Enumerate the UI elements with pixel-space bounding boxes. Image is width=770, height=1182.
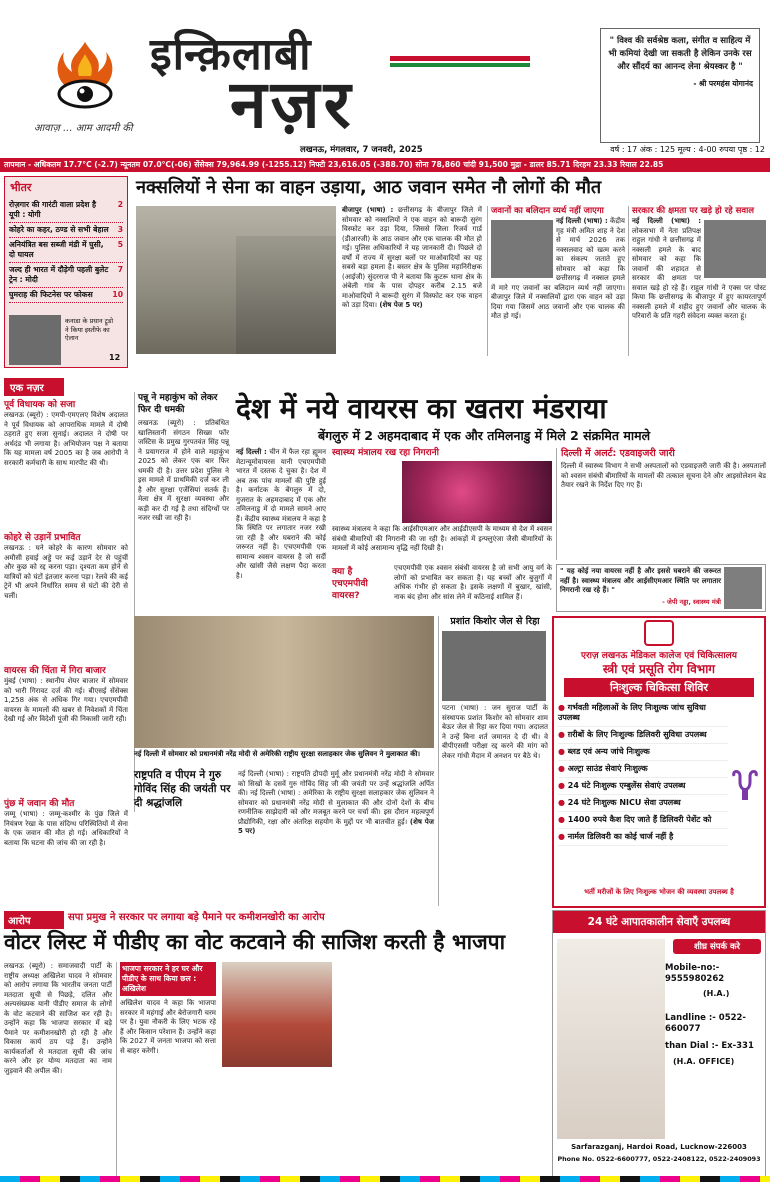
delhi-alert-story	[556, 448, 766, 560]
aarop-box-body: अखिलेश यादव ने कहा कि भाजपा सरकार में महंगाई और बेरोजगारी चरम पर है। युवा नौकरी के लिए भटक रहे हैं और किसान परेशान हैं। उन्होंने कहा कि 2027 में जनता भाजपा को सत्ता से बाहर करेगी।	[120, 999, 216, 1055]
inside-item[interactable]	[9, 198, 123, 223]
aarop-body: लखनऊ (ब्यूरो) : समाजवादी पार्टी के राष्ट्रीय अध्यक्ष अखिलेश यादव ने सोमवार को आरोप लगाया कि भारतीय जनता पार्टी मतदाता सूची से पिछड़े, दलित और अल्पसंख्यक यानी पीडीए समाज के लोगों के वोट कटवाने की साजिश कर रही है। उन्होंने कहा कि भाजपा सरकार में बड़े पैमाने पर कमीशनखोरी हो रही है और विकास कार्य ठप पड़े हैं। उन्होंने कार्यकर्ताओं से मतदाता सूची की जांच करने और हर योग्य मतदाता का नाम जुड़वाने की अपील की।	[4, 962, 112, 1075]
inside-item-page: 7	[117, 265, 123, 274]
virus-body-continued	[236, 600, 432, 614]
side1-headline: जवानों का बलिदान व्यर्थ नहीं जाएगा	[491, 206, 604, 216]
prashant-photo	[442, 631, 546, 701]
ad-item-text: 24 घंटे निःशुल्क NICU सेवा उपलब्ध	[567, 798, 681, 807]
tagline: आवाज़ ... आम आदमी की	[34, 123, 133, 134]
virus-illustration	[402, 461, 552, 523]
nadda-photo	[724, 567, 762, 609]
virus-headline: देश में नये वायरस का खतरा मंडराया	[236, 392, 607, 425]
pannu-headline: पन्नू ने महाकुंभ को लेकर फिर दी धमकी	[138, 393, 218, 415]
what-is-title: क्या है एचएमपीवी वायरस?	[332, 567, 368, 601]
ad-item	[558, 727, 728, 744]
inside-item-text: घुमराह की फिटनेस पर फोकस	[9, 290, 93, 299]
masthead-title-line1: इन्क़िलाबी	[150, 29, 312, 80]
bullet-icon: ●	[558, 832, 568, 841]
health-ministry-story	[332, 448, 552, 560]
modi-sullivan-photo	[134, 616, 434, 748]
aarop-body-2	[222, 1070, 548, 1178]
delhi-alert-headline: दिल्ली में अलर्ट: एडवाइजरी जारी	[561, 448, 675, 459]
ad-phone: Phone No. 0522-6600777, 0522-2408122, 0522-2409093	[557, 1155, 761, 1163]
president-headline: राष्ट्रपति व पीएम ने गुरु गोविंद सिंह की जयंती पर दी श्रद्धांजलि	[134, 769, 231, 809]
ad-item-text: 1400 रुपये कैश दिए जाते हैं डिलिवरी पेशेंट को	[567, 815, 712, 824]
ek-nazar-body: जम्मू (भाषा) : जम्मू-कश्मीर के पुंछ जिले में नियंत्रण रेखा के पास संदिग्ध परिस्थितियों में सेना के एक जवान की मौत हो गई। अधिकारियों ने बताया कि घटना की जांच की जा रही है।	[4, 810, 128, 847]
inside-item-text: कोहरे का कहर, ठण्ड से सभी बेहाल	[9, 225, 109, 234]
inside-item-text: जल्द ही भारत में दौड़ेगी पहली बुलेट ट्रेन : मोदी	[9, 265, 109, 284]
nadda-quote-author: - जेपी नड्डा, स्वास्थ्य मंत्री	[662, 598, 721, 606]
dateline: लखनऊ, मंगलवार, 7 जनवरी, 2025	[300, 145, 423, 155]
prashant-body: पटना (भाषा) : जन सुराज पार्टी के संस्थापक प्रशांत किशोर को सोमवार शाम बेऊर जेल से रिहा कर दिया गया। अदालत ने उन्हें बिना शर्त जमानत दे दी थी। वे बीपीएससी परीक्षा रद्द करने की मांग को लेकर गांधी मैदान में अनशन पर बैठे थे।	[442, 704, 548, 760]
ek-nazar-headline: पूर्व विधायक को सजा	[4, 400, 76, 410]
virus-subhead: बेंगलुरु में 2 अहमदाबाद में एक और तमिलनाडु में मिले 2 संक्रमित मामले	[318, 428, 651, 443]
bullet-icon: ●	[558, 798, 568, 807]
bullet-icon: ●	[558, 781, 568, 790]
inside-box	[4, 176, 128, 368]
ad-footer-line: भर्ती मरीजों के लिए निःशुल्क भोजन की व्यवस्था उपलब्ध है	[584, 888, 734, 896]
prashant-headline: प्रशांत किशोर जेल से रिहा	[450, 616, 540, 627]
inside-item[interactable]	[9, 223, 123, 238]
logo-eye-icon	[50, 40, 120, 115]
lead-dateline: बीजापुर (भाषा) :	[342, 206, 394, 214]
ad-item	[558, 812, 728, 829]
ek-nazar-story	[4, 666, 128, 795]
inside-item-page: 10	[112, 290, 123, 299]
ad-item-text: अल्ट्रा साउंड सेवाएं निःशुल्क	[567, 764, 648, 773]
virus-dateline: नई दिल्ली :	[236, 448, 267, 456]
ad-college: एराज़ लखनऊ मेडिकल कालेज एवं चिकित्सालय	[580, 651, 737, 661]
virus-body	[236, 448, 326, 598]
masthead	[0, 0, 770, 155]
delhi-alert-body: दिल्ली में स्वास्थ्य विभाग ने सभी अस्पतालों को एडवाइजरी जारी की है। अस्पतालों को श्वसन संबंधी बीमारियों के मामलों की तत्काल सूचना देने और आइसोलेशन बेड तैयार रखने के निर्देश दिए गए हैं।	[561, 462, 766, 489]
lead-side1	[487, 206, 625, 356]
ek-nazar-headline: कोहरे से उड़ानें प्रभावित	[4, 533, 81, 543]
inside-item-text: रोज़गार की गारंटी वाला प्रदेश है यूपी : योगी	[9, 200, 97, 219]
ek-nazar-headline: वायरस की चिंता में गिरा बाजार	[4, 666, 106, 676]
inside-item[interactable]	[9, 263, 123, 288]
lead-headline: नक्सलियों ने सेना का वाहन उड़ाया, आठ जवान समेत नौ लोगों की मौत	[136, 177, 602, 198]
ek-nazar-body: मुंबई (भाषा) : स्थानीय शेयर बाजार में सोमवार को भारी गिरावट दर्ज की गई। बीएसई सेंसेक्स 1,258 अंक से अधिक गिर गया। एचएमपीवी वायरस के मामलों की खबर से निवेशकों में चिंता देखी गई और विदेशी पूंजी की निकासी जारी रही।	[4, 677, 128, 723]
ek-nazar-body: लखनऊ (ब्यूरो) : एमपी-एमएलए विशेष अदालत ने पूर्व विधायक को आपराधिक मामले में दोषी ठहराते हुए सजा सुनाई। अदालत ने दोषी पर अर्थदंड भी लगाया है। अभियोजन पक्ष ने बताया कि यह मामला वर्ष 2005 का है जब आरोपी ने सरकारी कर्मचारी के साथ मारपीट की थी।	[4, 411, 128, 467]
inside-item-page: 5	[117, 240, 123, 249]
ad-ha-office: (H.A. OFFICE)	[673, 1057, 735, 1066]
ad-item-text: ब्लड एवं अन्य जांचे निःशुल्क	[567, 747, 650, 756]
president-body-text: नई दिल्ली (भाषा) : राष्ट्रपति द्रौपदी मुर्मू और प्रधानमंत्री नरेंद्र मोदी ने सोमवार को सिखों के दसवें गुरु गोविंद सिंह जी की जयंती पर उन्हें श्रद्धांजलि अर्पित की।	[238, 770, 434, 797]
ek-nazar-body: लखनऊ : घने कोहरे के कारण सोमवार को अमौसी हवाई अड्डे पर कई उड़ानें देर से पहुंचीं और कुछ को रद्द करना पड़ा। दृश्यता कम होने से यात्रियों को घंटों इंतजार करना पड़ा। रेलवे की कई ट्रेनें भी अपने निर्धारित समय से घंटों की देरी से चलीं।	[4, 544, 128, 600]
aarop-kicker: सपा प्रमुख ने सरकार पर लगाया बड़े पैमाने पर कमीशनखोरी का आरोप	[68, 912, 325, 923]
ad-department: स्त्री एवं प्रसूति रोग विभाग	[602, 662, 716, 676]
bullet-icon: ●	[558, 703, 568, 712]
ad-item	[558, 795, 728, 812]
masthead-rule	[390, 56, 530, 61]
nadda-quote-box	[556, 564, 766, 612]
ad-camp: निःशुल्क चिकित्सा शिविर	[564, 678, 754, 697]
ad-item	[558, 829, 728, 846]
health-ministry-body: स्वास्थ्य मंत्रालय ने कहा कि आईसीएमआर और आईडीएसपी के माध्यम से देश में श्वसन संबंधी बीमारियों की निगरानी की जा रही है। आंकड़ों में इन्फ्लुएंजा जैसी बीमारियों के मामलों में कोई असामान्य वृद्धि नहीं दिखी है।	[332, 525, 552, 552]
ad-contact-button[interactable]: शीघ्र संपर्क करे	[673, 939, 761, 954]
pannu-story	[134, 392, 229, 812]
modi-photo-caption: नई दिल्ली में सोमवार को प्रधानमंत्री नरेंद्र मोदी से अमेरिकी राष्ट्रीय सुरक्षा सलाहकार जेक सुलिवन ने मुलाकात की।	[134, 750, 421, 758]
rahul-gandhi-photo	[704, 220, 766, 278]
ad-item-text: ग़रीबों के लिए निःशुल्क डिलिवरी सुविधा उपलब्ध	[567, 730, 707, 739]
what-is-body: एचएमपीवी एक श्वसन संबंधी वायरस है जो सभी आयु वर्ग के लोगों को प्रभावित कर सकता है। यह बच्चों और बुजुर्गों में अधिक गंभीर हो सकता है। इसके लक्षणों में बुखार, खांसी, नाक बंद होना और सांस लेने में कठिनाई शामिल हैं।	[394, 564, 552, 601]
doctor-patient-photo	[557, 939, 665, 1139]
amit-shah-photo	[491, 220, 553, 278]
masthead-title-line2: नज़र	[230, 66, 355, 143]
hospital-logo-icon	[644, 620, 674, 646]
aarop-headline: वोटर लिस्ट में पीडीए का वोट कटवाने की साजिश करती है भाजपा	[4, 930, 506, 954]
side1-dateline: नई दिल्ली (भाषा) :	[556, 217, 608, 225]
health-ministry-headline: स्वास्थ्य मंत्रालय रख रहा निगरानी	[332, 448, 439, 458]
side2-headline: सरकार की क्षमता पर खड़े हो रहे सवाल	[632, 206, 755, 216]
lead-continued: (शेष पेज 5 पर)	[379, 301, 423, 309]
market-ticker	[0, 158, 770, 172]
inside-item-page: 3	[117, 225, 123, 234]
lead-photo-2	[236, 236, 336, 354]
emergency-ad	[552, 910, 766, 1178]
lead-body-text: छत्तीसगढ़ के बीजापुर जिले में सोमवार को नक्सलियों ने एक वाहन को बारूदी सुरंग विस्फोट कर उड़ा दिया, जिससे जिला रिजर्व गार्ड (डीआरजी) के आठ जवान और एक चालक की मौत हो गई। पुलिस अधिकारियों ने यह जानकारी दी। पिछले दो वर्षों में राज्य में सुरक्षा बलों पर माओवादियों का यह सबसे बड़ा हमला है। बस्तर क्षेत्र के पुलिस महानिरीक्षक (आईजी) सुंदरराज पी ने बताया कि कुटरू थाना क्षेत्र के अंबेली गांव के पास दोपहर करीब 2.15 बजे माओवादियों ने बारूदी सुरंग में विस्फोट कर एक वाहन को उड़ा दिया।	[342, 206, 482, 309]
ad-item	[558, 761, 728, 778]
modi-story-body: नई दिल्ली (भाषा) : अमेरिका के राष्ट्रीय सुरक्षा सलाहकार जेक सुलिवन ने सोमवार को प्रधानमंत्री नरेंद्र मोदी से मुलाकात की और दोनों देशों के बीच रणनीतिक साझेदारी को और मजबूत करने पर चर्चा की। इस दौरान महत्वपूर्ण प्रौद्योगिकी, रक्षा और अंतरिक्ष सहयोग के मुद्दों पर भी बातचीत हुई।	[238, 789, 434, 826]
ad-item-text: 24 घंटे निःशुल्क एम्बुलेंस सेवाएं उपलब्ध	[567, 781, 686, 790]
ad-emergency: 24 घंटे आपातकालीन सेवाएँ उपलब्ध	[553, 911, 765, 933]
virus-body-text: चीन में फैल रहा ह्यूमन मेटान्यूमोवायरस यानी एचएमपीवी भारत में दस्तक दे चुका है। देश में अब तक पांच मामलों की पुष्टि हुई है। कर्नाटक के बेंगलुरु में दो, गुजरात के अहमदाबाद में एक और तमिलनाडु में दो मामले सामने आए हैं। केंद्रीय स्वास्थ्य मंत्रालय ने कहा है कि स्थिति पर लगातार नजर रखी जा रही है और घबराने की कोई जरूरत नहीं है। एचएमपीवी एक सामान्य श्वसन वायरस है जो सर्दी और खांसी जैसे लक्षण पैदा करता है।	[236, 448, 326, 580]
quote-box	[600, 28, 760, 143]
ad-address: Sarfarazganj, Hardoi Road, Lucknow-226003	[571, 1143, 747, 1151]
ad-landline: Landline :- 0522-660077	[665, 1013, 746, 1034]
aarop-box	[116, 962, 216, 1178]
side2-body: लोकसभा में नेता प्रतिपक्ष राहुल गांधी ने छत्तीसगढ़ में नक्सली हमले के बाद सोमवार को कहा कि जवानों की शहादत से सरकार की क्षमता पर सवाल खड़े हो रहे हैं। राहुल गांधी ने एक्स पर पोस्ट किया कि छत्तीसगढ़ के बीजापुर में हुए कायरतापूर्ण नक्सली हमले में शहीद हुए जवानों और चालक के परिवारों के प्रति गहरी संवेदना व्यक्त करता हूं।	[632, 226, 766, 320]
ek-nazar-column	[4, 378, 128, 963]
ad-ha1: (H.A.)	[703, 989, 730, 998]
ad-item	[558, 700, 728, 727]
bullet-icon: ●	[558, 764, 568, 773]
quote-text: " विश्व की सर्वश्रेष्ठ कला, संगीत व साहित्य में भी कमियां देखी जा सकती है लेकिन उनके रस और सौंदर्य का आनन्द लेना श्रेयस्कर है "	[608, 36, 752, 72]
president-body	[238, 770, 434, 906]
ek-nazar-story	[4, 400, 128, 529]
ad-item	[558, 744, 728, 761]
prashant-story	[438, 616, 548, 906]
lead-side2	[628, 206, 766, 356]
uterus-icon	[730, 768, 760, 802]
aarop-tag: आरोप	[4, 911, 64, 929]
aeraj-ad	[552, 616, 766, 908]
akhilesh-photo	[222, 962, 332, 1067]
ad-than-dial: than Dial :- Ex-331	[665, 1041, 754, 1051]
inside-item-text: अनियंत्रित बस सब्जी मंडी में घुसी, दो घायल	[9, 240, 104, 259]
ad-item-text: नार्मल डिलिवरी का कोई चार्ज नहीं है	[567, 832, 674, 841]
inside-item-page: 2	[117, 200, 123, 209]
continued-note: (शेष पेज 5 पर)	[238, 817, 434, 835]
canada-page: 12	[109, 353, 121, 362]
ek-nazar-story	[4, 533, 128, 662]
ek-nazar-headline: पुंछ में जवान की मौत	[4, 799, 75, 809]
masthead-rule-green	[390, 63, 530, 67]
ek-nazar-story	[4, 799, 128, 928]
aarop-box-title: भाजपा सरकार ने हर घर और पीडीए के साथ किया छल : अखिलेश	[120, 962, 216, 996]
side1-body: केंद्रीय गृह मंत्री अमित शाह ने देश से मार्च 2026 तक नक्सलवाद को खत्म करने का संकल्प जताते हुए सोमवार को कहा कि छत्तीसगढ़ में नक्सल हमले में मारे गए जवानों का बलिदान व्यर्थ नहीं जाएगा। बीजापुर जिले में नक्सलियों द्वारा एक वाहन को उड़ा दिया गया जिसमें आठ जवानों और एक चालक की मौत हो गई।	[491, 217, 625, 320]
trudeau-photo	[9, 315, 61, 365]
inside-title: भीतर	[10, 181, 32, 194]
inside-list	[5, 198, 127, 303]
ek-nazar-list	[4, 400, 128, 928]
inside-item[interactable]	[9, 238, 123, 263]
ek-nazar-title: एक नज़र	[4, 378, 64, 396]
inside-item[interactable]	[9, 288, 123, 303]
canada-caption: कनाडा के प्रधान ट्रूडो ने किया इस्तीफे का ऐलान	[65, 317, 114, 342]
bullet-icon: ●	[558, 730, 568, 739]
ad-mobile: Mobile-no:- 9555980262	[665, 963, 725, 984]
bullet-icon: ●	[558, 747, 568, 756]
pannu-body: लखनऊ (ब्यूरो) : प्रतिबंधित खालिस्तानी संगठन सिख्स फॉर जस्टिस के प्रमुख गुरपतवंत सिंह पन्नू ने प्रयागराज में होने वाले महाकुंभ 2025 को लेकर एक बार फिर धमकी दी है। उत्तर प्रदेश पुलिस ने इस मामले में प्राथमिकी दर्ज कर ली है और सुरक्षा एजेंसियां सतर्क हैं। मेला क्षेत्र में सुरक्षा व्यवस्था और कड़ी कर दी गई है तथा संदिग्धों पर नजर रखी जा रही है।	[138, 419, 229, 522]
side2-dateline: नई दिल्ली (भाषा) :	[632, 217, 701, 225]
issue-info: वर्ष : 17 अंक : 125 मूल्य : 4-00 रुपया पृष्ठ : 12	[610, 145, 765, 154]
quote-author: - श्री परमहंस योगानंद	[693, 79, 753, 88]
bullet-icon: ●	[558, 815, 568, 824]
ad-item	[558, 778, 728, 795]
nadda-quote-text: " यह कोई नया वायरस नहीं है और इससे घबराने की जरूरत नहीं है। स्वास्थ्य मंत्रालय और आईसीएमआर स्थिति पर लगातार निगरानी रख रहे हैं। "	[560, 567, 721, 594]
ad-item-text: गर्भवती महिलाओं के लिए निःशुल्क जांच सुविधा उपलब्ध	[558, 703, 706, 722]
lead-body	[342, 206, 482, 354]
color-registration-bar	[0, 1176, 770, 1182]
ad-items-list	[558, 700, 728, 846]
ticker-text: तापमान - अधिकतम 17.7°C (-2.7) न्यूनतम 07.0°C(-06) सेंसेक्स 79,964.99 (-1255.12) निफ्टी 23,616.05 (-388.70) सोना 78,860 चांदी 91,500 मुद्रा - डालर 85.71 दिरहम 23.33 रियाल 22.85	[4, 160, 664, 169]
